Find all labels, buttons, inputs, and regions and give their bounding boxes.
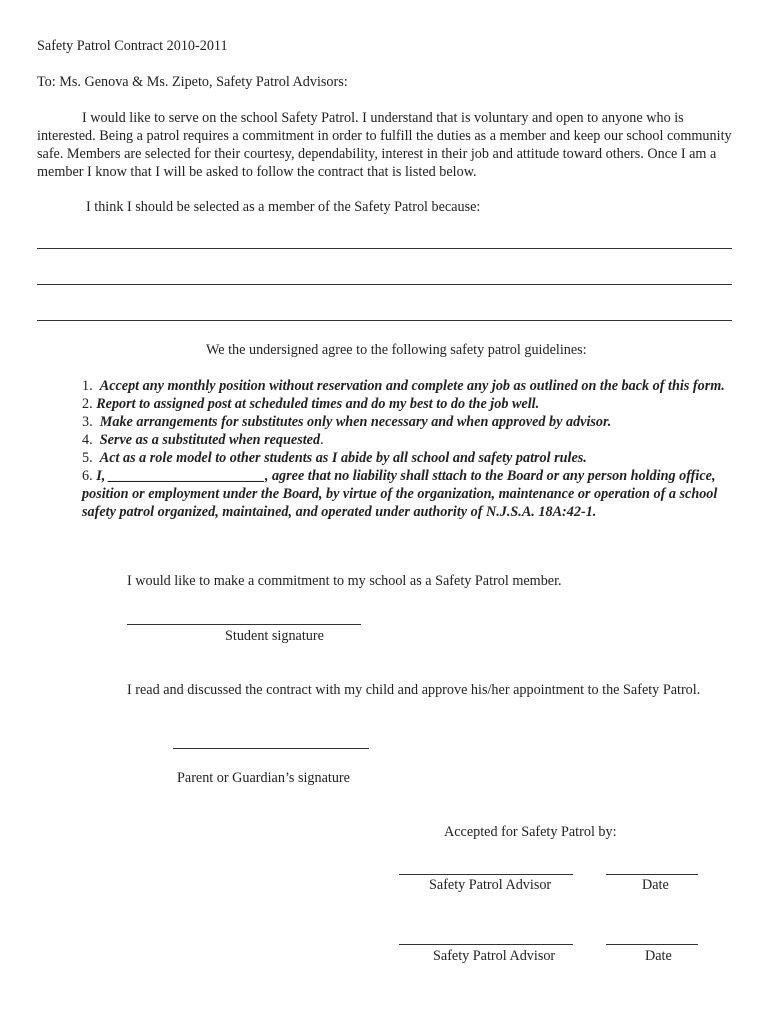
- document-title: Safety Patrol Contract 2010-2011: [37, 38, 228, 54]
- guideline-number: 2.: [82, 396, 93, 412]
- parent-statement: I read and discussed the contract with my child and approve his/her appointment to the Safety Patrol.: [127, 682, 701, 698]
- advisor-signature-line-2[interactable]: [399, 944, 573, 945]
- guideline-item: [82, 377, 734, 395]
- guideline-item: [82, 449, 734, 467]
- guideline-text: Serve as a substituted when requested: [99, 432, 321, 448]
- date-label-1: Date: [642, 877, 669, 893]
- advisor-label-2: Safety Patrol Advisor: [433, 948, 556, 964]
- guideline-suffix: .: [320, 432, 324, 448]
- answer-line-1[interactable]: [37, 248, 732, 249]
- student-commitment: I would like to make a commitment to my school as a Safety Patrol member.: [127, 573, 562, 589]
- guideline-item: [82, 467, 734, 521]
- guideline-text: I, ______________________, agree that no liability shall sttach to the Board or any person holding office, position or employment under the Board, by virtue of the organization, maintenance or operation of a school safety patrol organized, maintained, and operated under authority of N.J.S.A. 18A:42-1.: [82, 468, 718, 520]
- guideline-text: Act as a role model to other students as I abide by all school and safety patrol rules.: [99, 450, 587, 466]
- guideline-number: 4.: [82, 432, 93, 448]
- guideline-text: Accept any monthly position without reservation and complete any job as outlined on the back of this form.: [99, 378, 725, 394]
- guideline-number: 3.: [82, 414, 93, 430]
- guidelines-heading: We the undersigned agree to the following safety patrol guidelines:: [206, 342, 587, 358]
- parent-signature-line[interactable]: [173, 748, 369, 749]
- intro-paragraph: I would like to serve on the school Safety Patrol. I understand that is voluntary and open to anyone who is interested. Being a patrol requires a commitment in order to fulfill the duties as a member and keep our school community safe. Members are selected for their courtesy, dependability, interest in their job and attitude toward others. Once I am a member I know that I will be asked to follow the contract that is listed below.: [37, 110, 732, 180]
- student-signature-line[interactable]: [127, 624, 361, 625]
- guideline-text: Make arrangements for substitutes only when necessary and when approved by advisor.: [99, 414, 612, 430]
- advisor-signature-line-1[interactable]: [399, 874, 573, 875]
- acceptance-heading: Accepted for Safety Patrol by:: [444, 824, 617, 840]
- answer-line-3[interactable]: [37, 320, 732, 321]
- guideline-item: [82, 395, 734, 413]
- addressee-line: To: Ms. Genova & Ms. Zipeto, Safety Patrol Advisors:: [37, 74, 348, 90]
- guideline-number: 5.: [82, 450, 93, 466]
- student-signature-label: Student signature: [225, 628, 324, 644]
- guideline-item: [82, 431, 734, 449]
- guideline-number: 1.: [82, 378, 93, 394]
- selection-prompt: I think I should be selected as a member of the Safety Patrol because:: [86, 199, 481, 215]
- parent-signature-label: Parent or Guardian’s signature: [177, 770, 350, 786]
- guideline-number: 6.: [82, 468, 93, 484]
- date-label-2: Date: [645, 948, 672, 964]
- guidelines-list: [82, 377, 734, 521]
- advisor-label-1: Safety Patrol Advisor: [429, 877, 552, 893]
- guideline-text: Report to assigned post at scheduled times and do my best to do the job well.: [96, 396, 540, 412]
- date-line-2[interactable]: [606, 944, 698, 945]
- answer-line-2[interactable]: [37, 284, 732, 285]
- date-line-1[interactable]: [606, 874, 698, 875]
- guideline-item: [82, 413, 734, 431]
